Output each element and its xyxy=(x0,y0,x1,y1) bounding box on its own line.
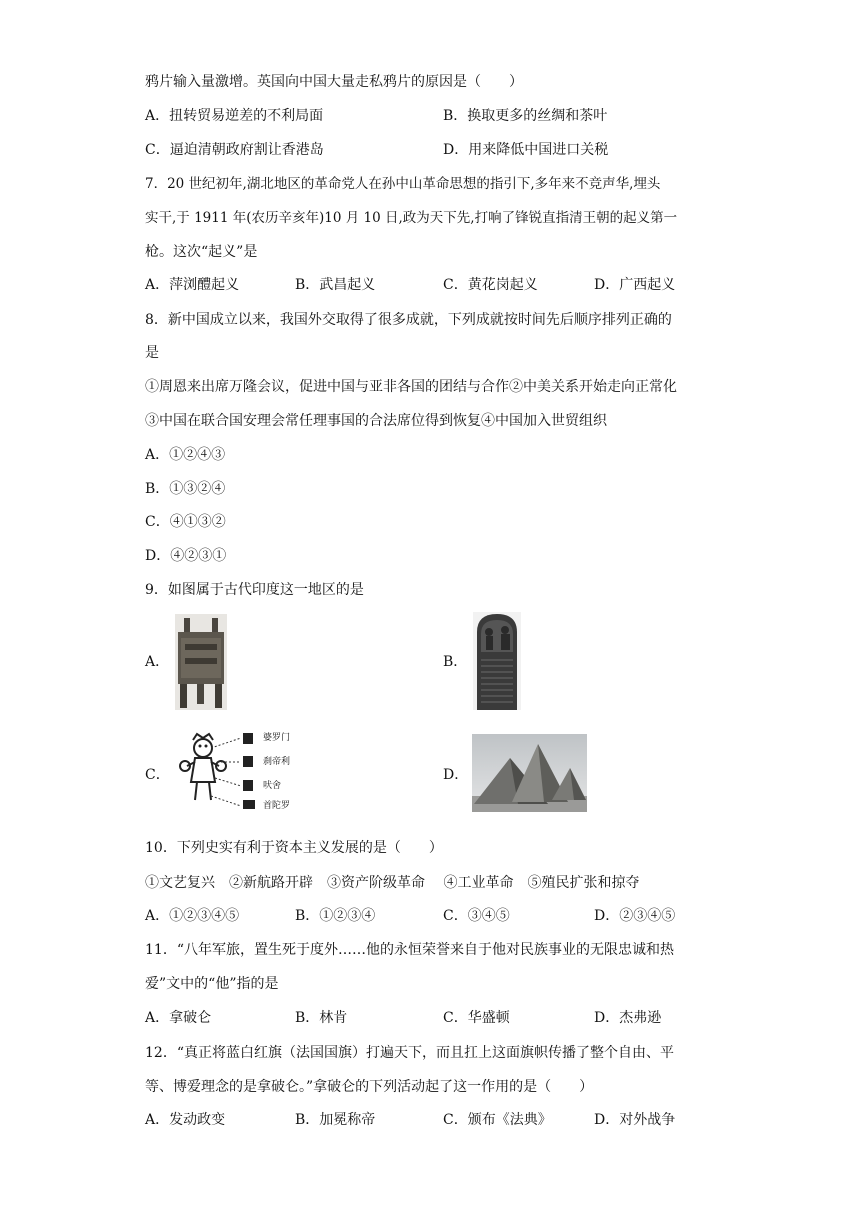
q9-option-a-label[interactable]: A． xyxy=(145,654,170,670)
caste-label-kshatriya: 刹帝利 xyxy=(263,757,291,767)
pyramids-image[interactable] xyxy=(472,734,587,812)
q7-option-b[interactable]: B．武昌起义 xyxy=(295,277,376,293)
stele-icon xyxy=(473,612,521,710)
q12-option-a[interactable]: A．发动政变 xyxy=(145,1112,226,1128)
q12-option-d[interactable]: D．对外战争 xyxy=(594,1112,676,1128)
q8-stem-line-1: 8．新中国成立以来，我国外交取得了很多成就，下列成就按时间先后顺序排列正确的 xyxy=(145,312,672,328)
q9-option-c-label[interactable]: C． xyxy=(145,767,170,783)
q11-option-c[interactable]: C．华盛顿 xyxy=(443,1010,510,1026)
q11-option-b[interactable]: B．林肯 xyxy=(295,1010,348,1026)
q11-stem-line-2: 爱”文中的“他”指的是 xyxy=(145,976,279,992)
q6-stem: 鸦片输入量激增。英国向中国大量走私鸦片的原因是（ ） xyxy=(145,74,523,90)
caste-label-shudra: 首陀罗 xyxy=(263,801,291,811)
q8-stem-line-4: ③中国在联合国安理会常任理事国的合法席位得到恢复④中国加入世贸组织 xyxy=(145,413,607,429)
bronze-ding-icon xyxy=(175,614,227,710)
q6-option-a[interactable]: A．扭转贸易逆差的不利局面 xyxy=(145,108,324,124)
pyramid-icon xyxy=(472,734,587,812)
q7-stem-line-2: 实干,于 1911 年(农历辛亥年)10 月 10 日,政为天下先,打响了锋锐直指清王朝的起义第一 xyxy=(145,210,678,226)
q6-option-c[interactable]: C．逼迫清朝政府割让香港岛 xyxy=(145,142,324,158)
q7-option-c[interactable]: C．黄花岗起义 xyxy=(443,277,538,293)
q7-stem-line-3: 枪。这次“起义”是 xyxy=(145,244,258,260)
q10-option-a[interactable]: A．①②③④⑤ xyxy=(145,908,240,924)
q10-option-b[interactable]: B．①②③④ xyxy=(295,908,376,924)
q8-option-a[interactable]: A．①②④③ xyxy=(145,447,226,463)
q11-option-d[interactable]: D．杰弗逊 xyxy=(594,1010,662,1026)
q8-option-c[interactable]: C．④①③② xyxy=(145,514,226,530)
caste-system-diagram[interactable] xyxy=(175,730,300,814)
q9-option-d-label[interactable]: D． xyxy=(443,767,469,783)
q10-option-d[interactable]: D．②③④⑤ xyxy=(594,908,676,924)
caste-label-brahmin: 婆罗门 xyxy=(263,733,291,743)
q8-stem-line-3: ①周恩来出席万隆会议，促进中国与亚非各国的团结与合作②中美关系开始走向正常化 xyxy=(145,379,677,395)
q12-option-c[interactable]: C．颁布《法典》 xyxy=(443,1112,552,1128)
q8-option-d[interactable]: D．④②③① xyxy=(145,548,227,564)
q7-option-a[interactable]: A．萍浏醴起义 xyxy=(145,277,240,293)
q10-stem-line-2: ①文艺复兴 ②新航路开辟 ③资产阶级革命 ④工业革命 ⑤殖民扩张和掠夺 xyxy=(145,875,640,891)
q9-option-b-label[interactable]: B． xyxy=(443,654,468,670)
q11-stem-line-1: 11．“八年军旅，置生死于度外……他的永恒荣誉来自于他对民族事业的无限忠诚和热 xyxy=(145,942,674,958)
bronze-ding-image[interactable] xyxy=(175,614,227,710)
q9-stem: 9．如图属于古代印度这一地区的是 xyxy=(145,582,364,598)
q8-option-b[interactable]: B．①③②④ xyxy=(145,481,226,497)
q10-option-c[interactable]: C．③④⑤ xyxy=(443,908,510,924)
q6-option-b[interactable]: B．换取更多的丝绸和茶叶 xyxy=(443,108,608,124)
q12-stem-line-2: 等、博爱理念的是拿破仑。”拿破仑的下列活动起了这一作用的是（ ） xyxy=(145,1079,594,1095)
q6-option-d[interactable]: D．用来降低中国进口关税 xyxy=(443,142,609,158)
caste-label-vaishya: 吠舍 xyxy=(263,781,282,791)
q12-stem-line-1: 12．“真正将蓝白红旗（法国国旗）打遍天下，而且扛上这面旗帜传播了整个自由、平 xyxy=(145,1045,674,1061)
hammurabi-stele-image[interactable] xyxy=(473,612,521,710)
q7-option-d[interactable]: D．广西起义 xyxy=(594,277,676,293)
q8-stem-line-2: 是 xyxy=(145,345,159,361)
q12-option-b[interactable]: B．加冕称帝 xyxy=(295,1112,376,1128)
q11-option-a[interactable]: A．拿破仑 xyxy=(145,1010,212,1026)
q7-stem-line-1: 7．20 世纪初年,湖北地区的革命党人在孙中山革命思想的指引下,多年来不竞声华,埋头 xyxy=(145,176,661,192)
q10-stem-line-1: 10．下列史实有利于资本主义发展的是（ ） xyxy=(145,840,443,856)
